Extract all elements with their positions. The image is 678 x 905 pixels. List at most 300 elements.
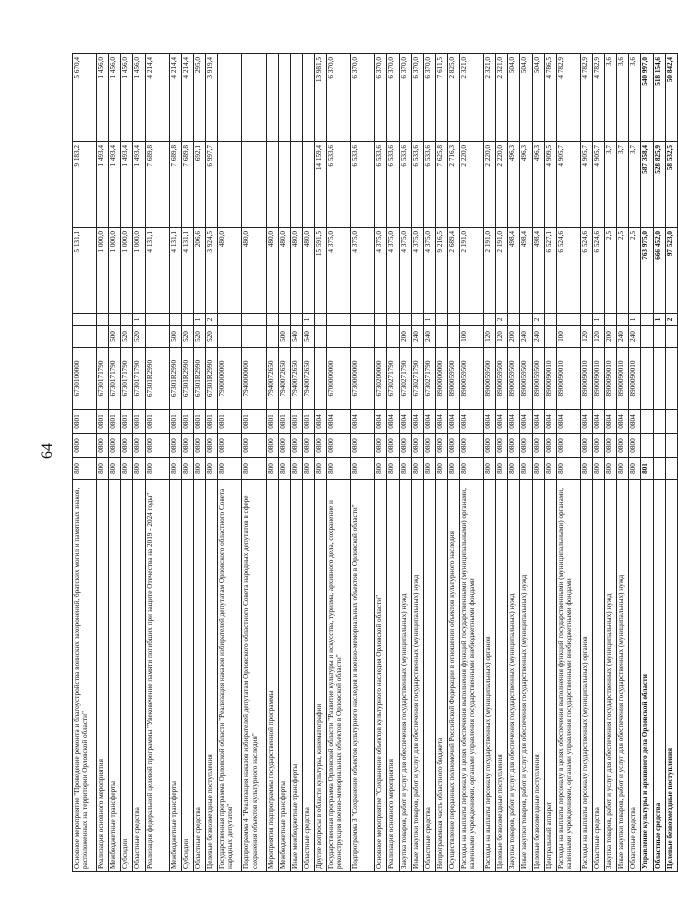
code-target: 67301R2990 (181, 348, 193, 410)
code-source (520, 314, 532, 326)
code-podrazdel: 0804 (617, 410, 629, 434)
code-razdel: 0800 (556, 434, 580, 458)
amount-year-2 (218, 142, 242, 228)
amount-year-1: 480,0 (302, 228, 314, 314)
amount-year-3: 518 154,6 (653, 54, 665, 142)
code-podrazdel (653, 410, 665, 434)
table-row (266, 54, 278, 872)
table-row (556, 54, 580, 872)
row-name: Реализация основного мероприятия (97, 480, 109, 872)
code-podrazdel: 0804 (593, 410, 605, 434)
code-vr: 100 (556, 326, 580, 348)
code-podrazdel: 0801 (133, 410, 145, 434)
code-target: 8900090010 (617, 348, 629, 410)
code-vr: 240 (629, 326, 641, 348)
code-source (435, 314, 447, 326)
code-target: 6730271790 (411, 348, 423, 410)
amount-year-1: 4 375,0 (375, 228, 387, 314)
code-razdel: 0800 (73, 434, 97, 458)
row-name: Расходы на выплаты персоналу в целях обеспечения выполнения функций государственными (муниципальными) органами, казенными учреждениями, органами управления государственными внебюджетными фондами (460, 480, 484, 872)
amount-year-1: 480,0 (266, 228, 278, 314)
amount-year-2: 6 533,6 (399, 142, 411, 228)
amount-year-2: 587 358,4 (641, 142, 653, 228)
table-row (145, 54, 169, 872)
code-vr: 240 (617, 326, 629, 348)
code-razdel: 0800 (605, 434, 617, 458)
amount-year-1: 4 375,0 (411, 228, 423, 314)
amount-year-3: 1 456,0 (97, 54, 109, 142)
code-razdel: 0800 (121, 434, 133, 458)
code-grbs: 800 (121, 458, 133, 480)
code-target: 8900090010 (629, 348, 641, 410)
code-target: 8900059500 (460, 348, 484, 410)
code-razdel: 0800 (266, 434, 278, 458)
code-grbs: 800 (496, 458, 508, 480)
code-podrazdel: 0801 (169, 410, 181, 434)
row-name: Расходы на выплаты персоналу государственных (муниципальных) органов (484, 480, 496, 872)
code-razdel: 0800 (351, 434, 375, 458)
code-razdel: 0800 (593, 434, 605, 458)
code-grbs: 800 (326, 458, 350, 480)
code-target (314, 348, 326, 410)
table-row (653, 54, 665, 872)
amount-year-3: 1 456,0 (121, 54, 133, 142)
code-podrazdel: 0804 (326, 410, 350, 434)
amount-year-1: 4 375,0 (423, 228, 435, 314)
amount-year-3 (242, 54, 266, 142)
row-name: Мероприятия подпрограммы государственной программы (266, 480, 278, 872)
amount-year-3: 295,0 (193, 54, 205, 142)
amount-year-1: 498,4 (508, 228, 520, 314)
amount-year-2: 6 533,6 (387, 142, 399, 228)
code-source: 2 (496, 314, 508, 326)
code-source: 1 (593, 314, 605, 326)
code-podrazdel: 0804 (423, 410, 435, 434)
amount-year-1: 5 131,1 (73, 228, 97, 314)
code-podrazdel: 0804 (435, 410, 447, 434)
code-source (169, 314, 181, 326)
row-name: Целевые безвозмездные поступления (665, 480, 677, 872)
code-vr: 200 (399, 326, 411, 348)
amount-year-3: 6 370,0 (375, 54, 387, 142)
amount-year-1: 666 452,0 (653, 228, 665, 314)
code-grbs: 800 (193, 458, 205, 480)
amount-year-1: 1 000,0 (121, 228, 133, 314)
amount-year-2 (266, 142, 278, 228)
code-grbs: 800 (399, 458, 411, 480)
amount-year-2: 3,7 (605, 142, 617, 228)
code-vr: 120 (593, 326, 605, 348)
code-target (641, 348, 653, 410)
code-source (460, 314, 484, 326)
amount-year-1: 480,0 (290, 228, 302, 314)
amount-year-2: 4 909,5 (544, 142, 556, 228)
amount-year-1: 4 131,1 (181, 228, 193, 314)
code-razdel: 0800 (580, 434, 592, 458)
code-vr: 520 (133, 326, 145, 348)
row-name: Иные закупки товаров, работ и услуг для обеспечения государственных (муниципальных) нужд (520, 480, 532, 872)
amount-year-3: 540 997,0 (641, 54, 653, 142)
amount-year-3: 13 981,5 (314, 54, 326, 142)
amount-year-1: 206,6 (193, 228, 205, 314)
code-target: 7900000000 (218, 348, 242, 410)
amount-year-3: 4 214,4 (181, 54, 193, 142)
code-grbs: 800 (556, 458, 580, 480)
amount-year-3: 4 782,9 (580, 54, 592, 142)
code-grbs: 800 (73, 458, 97, 480)
code-razdel: 0800 (399, 434, 411, 458)
code-grbs: 800 (484, 458, 496, 480)
code-podrazdel: 0801 (97, 410, 109, 434)
amount-year-3: 4 214,4 (169, 54, 181, 142)
amount-year-3 (218, 54, 242, 142)
amount-year-1: 2,5 (605, 228, 617, 314)
code-grbs: 800 (109, 458, 121, 480)
code-podrazdel: 0804 (484, 410, 496, 434)
amount-year-1: 480,0 (218, 228, 242, 314)
code-podrazdel: 0804 (375, 410, 387, 434)
code-razdel: 0800 (435, 434, 447, 458)
code-podrazdel: 0801 (73, 410, 97, 434)
code-source: 1 (302, 314, 314, 326)
table-row (665, 54, 677, 872)
table-row (544, 54, 556, 872)
code-target: 7940000000 (242, 348, 266, 410)
table-row (375, 54, 387, 872)
amount-year-2: 2 220,0 (460, 142, 484, 228)
row-name: Иные межбюджетные трансферты (290, 480, 302, 872)
code-razdel: 0800 (97, 434, 109, 458)
code-razdel: 0800 (496, 434, 508, 458)
amount-year-1: 6 524,6 (593, 228, 605, 314)
code-podrazdel: 0801 (290, 410, 302, 434)
row-name: Субсидии (121, 480, 133, 872)
code-vr (665, 326, 677, 348)
code-podrazdel: 0801 (193, 410, 205, 434)
code-grbs: 800 (242, 458, 266, 480)
amount-year-1: 2 689,4 (447, 228, 459, 314)
amount-year-2: 2 716,3 (447, 142, 459, 228)
code-razdel: 0800 (375, 434, 387, 458)
code-vr: 520 (193, 326, 205, 348)
code-target: 6730100000 (73, 348, 97, 410)
code-grbs: 800 (411, 458, 423, 480)
code-vr (435, 326, 447, 348)
code-razdel: 0800 (218, 434, 242, 458)
code-vr: 240 (520, 326, 532, 348)
code-target (665, 348, 677, 410)
row-name: Подпрограмма 3 "Сохранение объектов культурного наследия и военно-мемориальных объектов в Орловской области" (351, 480, 375, 872)
code-grbs: 800 (508, 458, 520, 480)
code-vr: 200 (508, 326, 520, 348)
table-row (193, 54, 205, 872)
code-vr (314, 326, 326, 348)
amount-year-2: 1 493,4 (109, 142, 121, 228)
code-source (351, 314, 375, 326)
amount-year-2 (242, 142, 266, 228)
amount-year-2: 9 183,2 (73, 142, 97, 228)
code-source (641, 314, 653, 326)
table-row (532, 54, 544, 872)
code-razdel (665, 434, 677, 458)
code-target: 6730171790 (97, 348, 109, 410)
code-target: 6730000000 (351, 348, 375, 410)
code-razdel: 0800 (193, 434, 205, 458)
code-source (617, 314, 629, 326)
table-row (121, 54, 133, 872)
row-name: Закупка товаров, работ и услуг для обеспечения государственных (муниципальных) нужд (399, 480, 411, 872)
amount-year-2: 4 905,7 (556, 142, 580, 228)
code-grbs (653, 458, 665, 480)
amount-year-3: 50 842,4 (665, 54, 677, 142)
row-name: Управление культуры и архивного дела Орловской области (641, 480, 653, 872)
amount-year-3: 6 370,0 (326, 54, 350, 142)
row-name: Межбюджетные трансферты (169, 480, 181, 872)
amount-year-2: 3,7 (617, 142, 629, 228)
code-razdel: 0800 (206, 434, 218, 458)
amount-year-3 (302, 54, 314, 142)
code-target: 6730200000 (375, 348, 387, 410)
table-row (447, 54, 459, 872)
code-target: 6730171790 (121, 348, 133, 410)
code-source: 1 (629, 314, 641, 326)
amount-year-3: 504,0 (520, 54, 532, 142)
code-razdel: 0800 (326, 434, 350, 458)
code-source (242, 314, 266, 326)
code-podrazdel: 0801 (121, 410, 133, 434)
code-grbs: 800 (423, 458, 435, 480)
code-source: 1 (193, 314, 205, 326)
amount-year-3: 4 782,9 (556, 54, 580, 142)
amount-year-2: 6 997,7 (206, 142, 218, 228)
row-name: Другие вопросы в области культуры, кинематографии (314, 480, 326, 872)
amount-year-3: 3 919,4 (206, 54, 218, 142)
code-source (508, 314, 520, 326)
amount-year-1: 4 131,1 (169, 228, 181, 314)
code-vr (387, 326, 399, 348)
code-razdel: 0800 (520, 434, 532, 458)
amount-year-1: 2,5 (629, 228, 641, 314)
code-podrazdel: 0804 (351, 410, 375, 434)
code-target: 8900059500 (532, 348, 544, 410)
amount-year-2: 7 689,8 (145, 142, 169, 228)
amount-year-3: 1 456,0 (109, 54, 121, 142)
code-grbs: 800 (181, 458, 193, 480)
amount-year-1: 97 523,0 (665, 228, 677, 314)
amount-year-3 (266, 54, 278, 142)
row-name: Государственная программа Орловской области "Развитие культуры и искусства, туризма, архивного дела, сохранение и реконструкция военно-мемориальных объектов в Орловской области" (326, 480, 350, 872)
table-row (580, 54, 592, 872)
code-razdel: 0800 (544, 434, 556, 458)
code-vr (145, 326, 169, 348)
code-grbs: 800 (302, 458, 314, 480)
code-vr (97, 326, 109, 348)
amount-year-3: 3,6 (605, 54, 617, 142)
code-source: 1 (133, 314, 145, 326)
table-row (206, 54, 218, 872)
code-source: 2 (532, 314, 544, 326)
code-podrazdel (641, 410, 653, 434)
code-razdel: 0800 (278, 434, 290, 458)
amount-year-2 (290, 142, 302, 228)
code-grbs: 800 (218, 458, 242, 480)
amount-year-2: 6 533,6 (423, 142, 435, 228)
code-podrazdel: 0804 (532, 410, 544, 434)
amount-year-3: 2 321,0 (484, 54, 496, 142)
row-name: Государственная программа Орловской области "Реализация наказов избирателей депутатам Орловского областного Совета народных депутатов" (218, 480, 242, 872)
row-name: Областные средства (193, 480, 205, 872)
row-name: Областные средства (653, 480, 665, 872)
amount-year-1: 498,4 (520, 228, 532, 314)
code-source (290, 314, 302, 326)
code-podrazdel: 0801 (302, 410, 314, 434)
table-row (242, 54, 266, 872)
code-razdel: 0800 (145, 434, 169, 458)
code-razdel: 0800 (133, 434, 145, 458)
code-vr: 200 (605, 326, 617, 348)
amount-year-1: 4 375,0 (399, 228, 411, 314)
row-name: Непрограммная часть областного бюджета (435, 480, 447, 872)
amount-year-2: 1 493,4 (121, 142, 133, 228)
code-target (653, 348, 665, 410)
code-grbs: 800 (544, 458, 556, 480)
amount-year-3: 6 370,0 (399, 54, 411, 142)
code-target: 7940072650 (302, 348, 314, 410)
code-source (447, 314, 459, 326)
code-razdel (653, 434, 665, 458)
amount-year-3: 4 214,4 (145, 54, 169, 142)
amount-year-2: 2 220,0 (484, 142, 496, 228)
code-grbs: 800 (314, 458, 326, 480)
code-target: 67301R2990 (193, 348, 205, 410)
amount-year-2: 3,7 (629, 142, 641, 228)
code-podrazdel: 0804 (314, 410, 326, 434)
table-row (496, 54, 508, 872)
row-name: Основное мероприятие "Проведение ремонта и благоустройства воинских захоронений, братских могил и памятных знаков, расположенных на территории Орловской области" (73, 480, 97, 872)
table-row (520, 54, 532, 872)
code-grbs: 800 (97, 458, 109, 480)
code-razdel: 0800 (460, 434, 484, 458)
code-source (580, 314, 592, 326)
row-name: Областные средства (593, 480, 605, 872)
row-name: Областные средства (133, 480, 145, 872)
amount-year-2: 692,1 (193, 142, 205, 228)
table-row (302, 54, 314, 872)
table-row (605, 54, 617, 872)
code-grbs: 800 (617, 458, 629, 480)
code-vr (544, 326, 556, 348)
code-podrazdel: 0801 (278, 410, 290, 434)
code-target: 8900090010 (556, 348, 580, 410)
code-source: 1 (423, 314, 435, 326)
code-target: 6730171790 (133, 348, 145, 410)
budget-table (72, 53, 678, 872)
code-vr: 120 (496, 326, 508, 348)
code-target: 6730271790 (387, 348, 399, 410)
amount-year-1: 6 527,1 (544, 228, 556, 314)
code-source (556, 314, 580, 326)
code-podrazdel: 0804 (387, 410, 399, 434)
amount-year-3: 6 370,0 (411, 54, 423, 142)
amount-year-1: 3 924,5 (206, 228, 218, 314)
code-razdel: 0800 (242, 434, 266, 458)
code-source (145, 314, 169, 326)
amount-year-3: 504,0 (508, 54, 520, 142)
code-target: 8900059500 (520, 348, 532, 410)
code-podrazdel: 0801 (266, 410, 278, 434)
code-grbs: 800 (593, 458, 605, 480)
code-grbs: 800 (532, 458, 544, 480)
row-name: Целевые безвозмездные поступления (532, 480, 544, 872)
table-row (435, 54, 447, 872)
row-name: Целевые безвозмездные поступления (206, 480, 218, 872)
code-target: 8900090010 (580, 348, 592, 410)
row-name: Расходы на выплаты персоналу государственных (муниципальных) органов (580, 480, 592, 872)
code-target: 67301R2990 (206, 348, 218, 410)
code-podrazdel: 0804 (447, 410, 459, 434)
table-row (278, 54, 290, 872)
amount-year-2: 496,3 (532, 142, 544, 228)
table-row (290, 54, 302, 872)
code-podrazdel: 0804 (605, 410, 617, 434)
code-podrazdel: 0801 (206, 410, 218, 434)
code-vr: 500 (109, 326, 121, 348)
table-row (109, 54, 121, 872)
code-source (109, 314, 121, 326)
amount-year-3: 4 786,5 (544, 54, 556, 142)
code-grbs: 800 (375, 458, 387, 480)
code-podrazdel: 0804 (556, 410, 580, 434)
budget-table-container (72, 54, 674, 872)
table-row (460, 54, 484, 872)
code-grbs: 800 (290, 458, 302, 480)
code-target: 8900090010 (593, 348, 605, 410)
code-target: 6700000000 (326, 348, 350, 410)
row-name: Иные закупки товаров, работ и услуг для обеспечения государственных (муниципальных) нужд (411, 480, 423, 872)
code-grbs (665, 458, 677, 480)
code-vr: 500 (278, 326, 290, 348)
amount-year-2: 6 533,6 (375, 142, 387, 228)
amount-year-3: 1 456,0 (133, 54, 145, 142)
code-podrazdel: 0804 (629, 410, 641, 434)
code-target: 8900090010 (605, 348, 617, 410)
amount-year-3: 7 611,5 (435, 54, 447, 142)
code-razdel: 0800 (411, 434, 423, 458)
row-name: Областные средства (629, 480, 641, 872)
code-source (375, 314, 387, 326)
code-vr: 240 (532, 326, 544, 348)
code-vr: 540 (290, 326, 302, 348)
code-vr: 100 (460, 326, 484, 348)
amount-year-3: 504,0 (532, 54, 544, 142)
code-source: 1 (653, 314, 665, 326)
code-razdel: 0800 (302, 434, 314, 458)
code-razdel: 0800 (617, 434, 629, 458)
code-razdel: 0800 (181, 434, 193, 458)
code-target: 8900000000 (435, 348, 447, 410)
row-name: Основное мероприятие "Сохранение объектов культурного наследия Орловской области" (375, 480, 387, 872)
code-grbs: 800 (169, 458, 181, 480)
row-name: Центральный аппарат (544, 480, 556, 872)
code-source (387, 314, 399, 326)
code-grbs: 800 (145, 458, 169, 480)
table-row (181, 54, 193, 872)
code-vr (326, 326, 350, 348)
code-target: 8900059500 (447, 348, 459, 410)
table-row (399, 54, 411, 872)
code-vr: 240 (411, 326, 423, 348)
amount-year-1: 4 375,0 (387, 228, 399, 314)
